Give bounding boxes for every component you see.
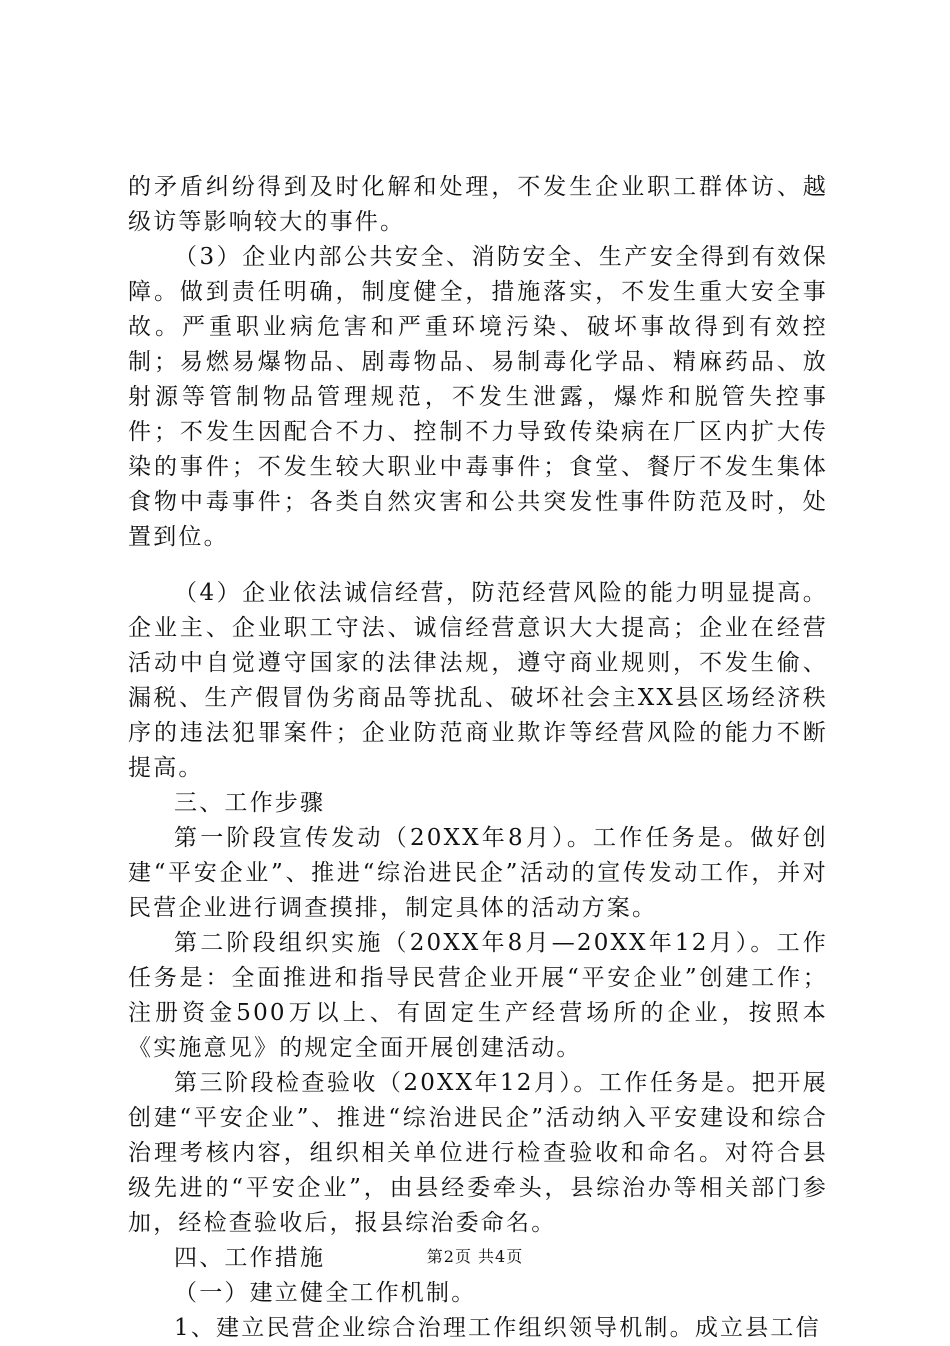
paragraph-item-3: （3）企业内部公共安全、消防安全、生产安全得到有效保障。做到责任明确，制度健全，措施落实，不发生重大安全事故。严重职业病危害和严重环境污染、破坏事故得到有效控制；易燃易爆物品、剧毒物品、易制毒化学品、精麻药品、放射源等管制物品管理规范，不发生泄露，爆炸和脱管失控事件；不发生因配合不力、控制不力导致传染病在厂区内扩大传染的事件；不发生较大职业中毒事件；食堂、餐厅不发生集体食物中毒事件；各类自然灾害和公共突发性事件防范及时，处置到位。 [128,244,828,550]
paragraph-stage-2: 第二阶段组织实施（20XX年8月—20XX年12月）。工作任务是：全面推进和指导民营企业开展“平安企业”创建工作；注册资金500万以上、有固定生产经营场所的企业，按照本《实施意见》的规定全面开展创建活动。 [128,930,828,1061]
section-heading-work-measures: 四、工作措施 [174,1245,326,1271]
page-footer: 第2页 共4页 [426,1247,524,1266]
paragraph-gap [128,555,828,576]
document-body [128,170,828,1346]
subheading-mechanism: （一）建立健全工作机制。 [174,1280,477,1306]
paragraph-stage-1: 第一阶段宣传发动（20XX年8月）。工作任务是。做好创建“平安企业”、推进“综治进民企”活动的宣传发动工作，并对民营企业进行调查摸排，制定具体的活动方案。 [128,825,828,921]
paragraph-measure-1: 1、建立民营企业综合治理工作组织领导机制。成立县工信 [174,1315,821,1341]
paragraph-stage-3: 第三阶段检查验收（20XX年12月）。工作任务是。把开展创建“平安企业”、推进“综治进民企”活动纳入平安建设和综合治理考核内容，组织相关单位进行检查验收和命名。对符合县级先进的“平安企业”，由县经委牵头，县综治办等相关部门参加，经检查验收后，报县综治委命名。 [128,1070,828,1236]
paragraph-continuation: 的矛盾纠纷得到及时化解和处理，不发生企业职工群体访、越级访等影响较大的事件。 [128,174,828,235]
section-heading-work-steps: 三、工作步骤 [174,790,326,816]
paragraph-item-4: （4）企业依法诚信经营，防范经营风险的能力明显提高。企业主、企业职工守法、诚信经营意识大大提高；企业在经营活动中自觉遵守国家的法律法规，遵守商业规则，不发生偷、漏税、生产假冒伪劣商品等扰乱、破坏社会主XX县区场经济秩序的违法犯罪案件；企业防范商业欺诈等经营风险的能力不断提高。 [128,580,828,781]
